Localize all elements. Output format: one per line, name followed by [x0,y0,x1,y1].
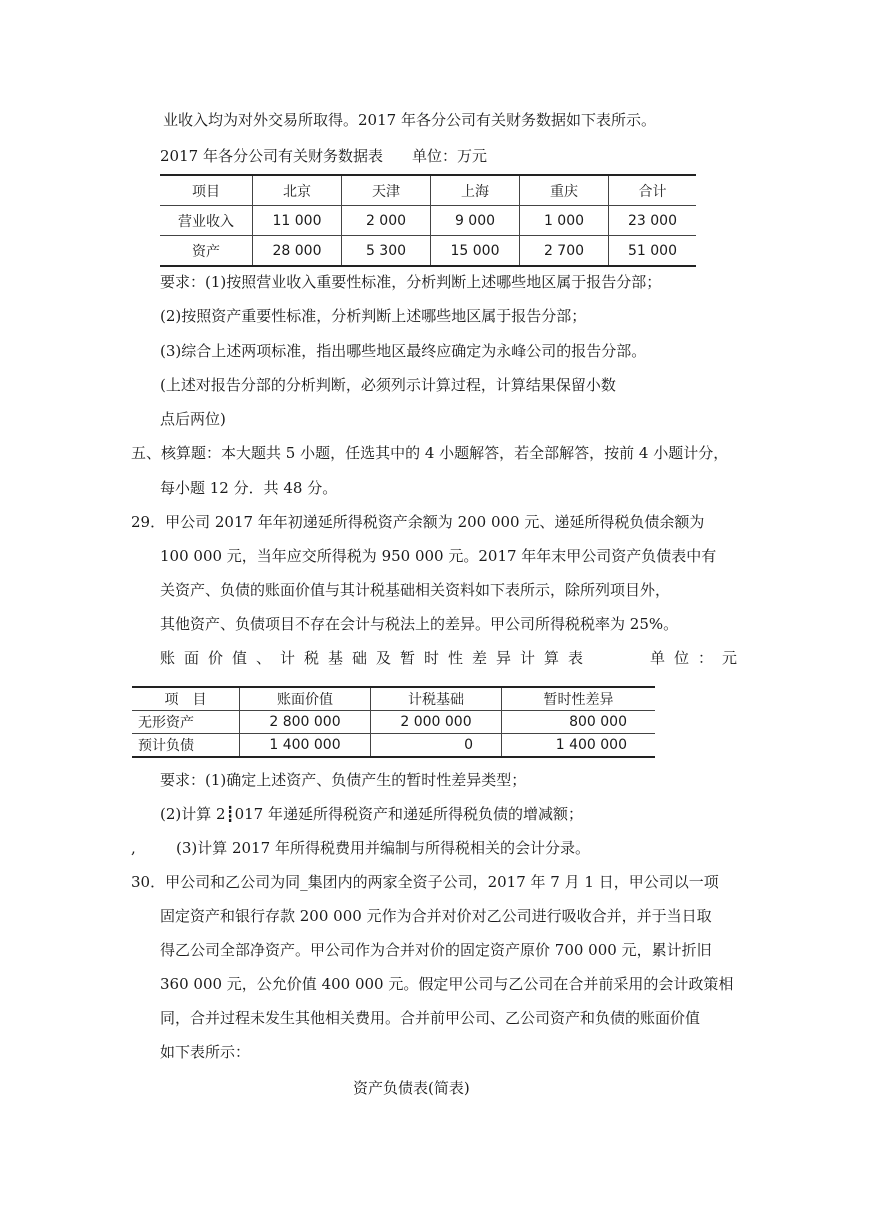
table-row [132,711,655,734]
table-header-cell: 重庆 [520,175,609,206]
paragraph-line: (3)综合上述两项标准，指出哪些地区最终应确定为永峰公司的报告分部。 [160,342,647,360]
table-cell: 1 400 000 [502,734,656,758]
paragraph-line: 同，合并过程未发生其他相关费用。合并前甲公司、乙公司资产和负债的账面价值 [160,1009,701,1027]
table-cell: 28 000 [253,236,342,267]
table-header-cell: 合计 [609,175,697,206]
table2-title: 账面价值、计税基础及暂时性差异计算表 [160,649,593,667]
table-header-cell: 暂时性差异 [502,687,656,711]
table-row [160,206,696,236]
table3-title: 资产负债表(简表) [353,1079,470,1097]
paragraph-line: 得乙公司全部净资产。甲公司作为合并对价的固定资产原价 700 000 元，累计折旧 [160,941,712,959]
question-line: 29．甲公司 2017 年年初递延所得税资产余额为 200 000 元、递延所得税负债余额为 [131,513,705,531]
paragraph-line: 如下表所示： [160,1043,251,1061]
table-cell: 0 [371,734,502,758]
table-cell: 2 000 000 [371,711,502,734]
paragraph-line: 业收入均为对外交易所取得。2017 年各分公司有关财务数据如下表所示。 [163,111,656,129]
table-cell: 51 000 [609,236,697,267]
table-header-cell: 天津 [342,175,431,206]
table-cell: 2 700 [520,236,609,267]
financial-data-table [160,174,696,267]
paragraph-line: (3)计算 2017 年所得税费用并编制与所得税相关的会计分录。 [176,839,590,857]
section-heading: 五、核算题：本大题共 5 小题，任选其中的 4 小题解答，若全部解答，按前 4 小题计分， [131,444,729,462]
question-line: 30．甲公司和乙公司为同_集团内的两家全资子公司，2017 年 7 月 1 日，甲公司以一项 [131,873,719,891]
paragraph-line: 固定资产和银行存款 200 000 元作为合并对价对乙公司进行吸收合并，并于当日取 [160,907,712,925]
table-header-row [132,687,655,711]
paragraph-line: 要求：(1)按照营业收入重要性标准，分析判断上述哪些地区属于报告分部； [160,273,662,291]
table-cell: 5 300 [342,236,431,267]
table-cell: 1 400 000 [240,734,371,758]
table-cell: 营业收入 [160,206,253,236]
table-cell: 15 000 [431,236,520,267]
table-cell: 资产 [160,236,253,267]
table-header-cell: 上海 [431,175,520,206]
table-cell: 无形资产 [132,711,240,734]
table2-unit: 单位：元 [650,649,747,667]
table1-title: 2017 年各分公司有关财务数据表 [160,147,383,165]
paragraph-line: 360 000 元，公允价值 400 000 元。假定甲公司与乙公司在合并前采用的会计政策相 [160,975,734,993]
table-cell: 2 000 [342,206,431,236]
table-cell: 11 000 [253,206,342,236]
paragraph-line: (上述对报告分部的分析判断，必须列示计算过程，计算结果保留小数 [160,376,616,394]
table-header-cell: 账面价值 [240,687,371,711]
table-cell: 9 000 [431,206,520,236]
temporary-difference-table [132,686,655,758]
table-cell: 预计负债 [132,734,240,758]
paragraph-line: 100 000 元，当年应交所得税为 950 000 元。2017 年年末甲公司资产负债表中有 [160,547,717,565]
table1-unit: 单位：万元 [412,147,488,165]
table-header-cell: 计税基础 [371,687,502,711]
table-header-cell: 项 目 [132,687,240,711]
table-cell: 23 000 [609,206,697,236]
table-header-row [160,175,696,206]
table-cell: 2 800 000 [240,711,371,734]
paragraph-line: 关资产、负债的账面价值与其计税基础相关资料如下表所示，除所列项目外， [160,581,671,599]
table-header-cell: 北京 [253,175,342,206]
paragraph-line: 每小题 12 分．共 48 分。 [160,479,338,497]
table-row [132,734,655,758]
table-cell: 800 000 [502,711,656,734]
paragraph-line: 点后两位) [160,410,226,428]
paragraph-line: (2)计算 2┋017 年递延所得税资产和递延所得税负债的增减额； [160,805,583,823]
table-row [160,236,696,267]
paragraph-line: 其他资产、负债项目不存在会计与税法上的差异。甲公司所得税税率为 25%。 [160,615,679,633]
stray-mark: , [131,839,136,857]
table-header-cell: 项目 [160,175,253,206]
table-cell: 1 000 [520,206,609,236]
paragraph-line: 要求：(1)确定上述资产、负债产生的暂时性差异类型； [160,771,527,789]
paragraph-line: (2)按照资产重要性标准，分析判断上述哪些地区属于报告分部； [160,307,587,325]
